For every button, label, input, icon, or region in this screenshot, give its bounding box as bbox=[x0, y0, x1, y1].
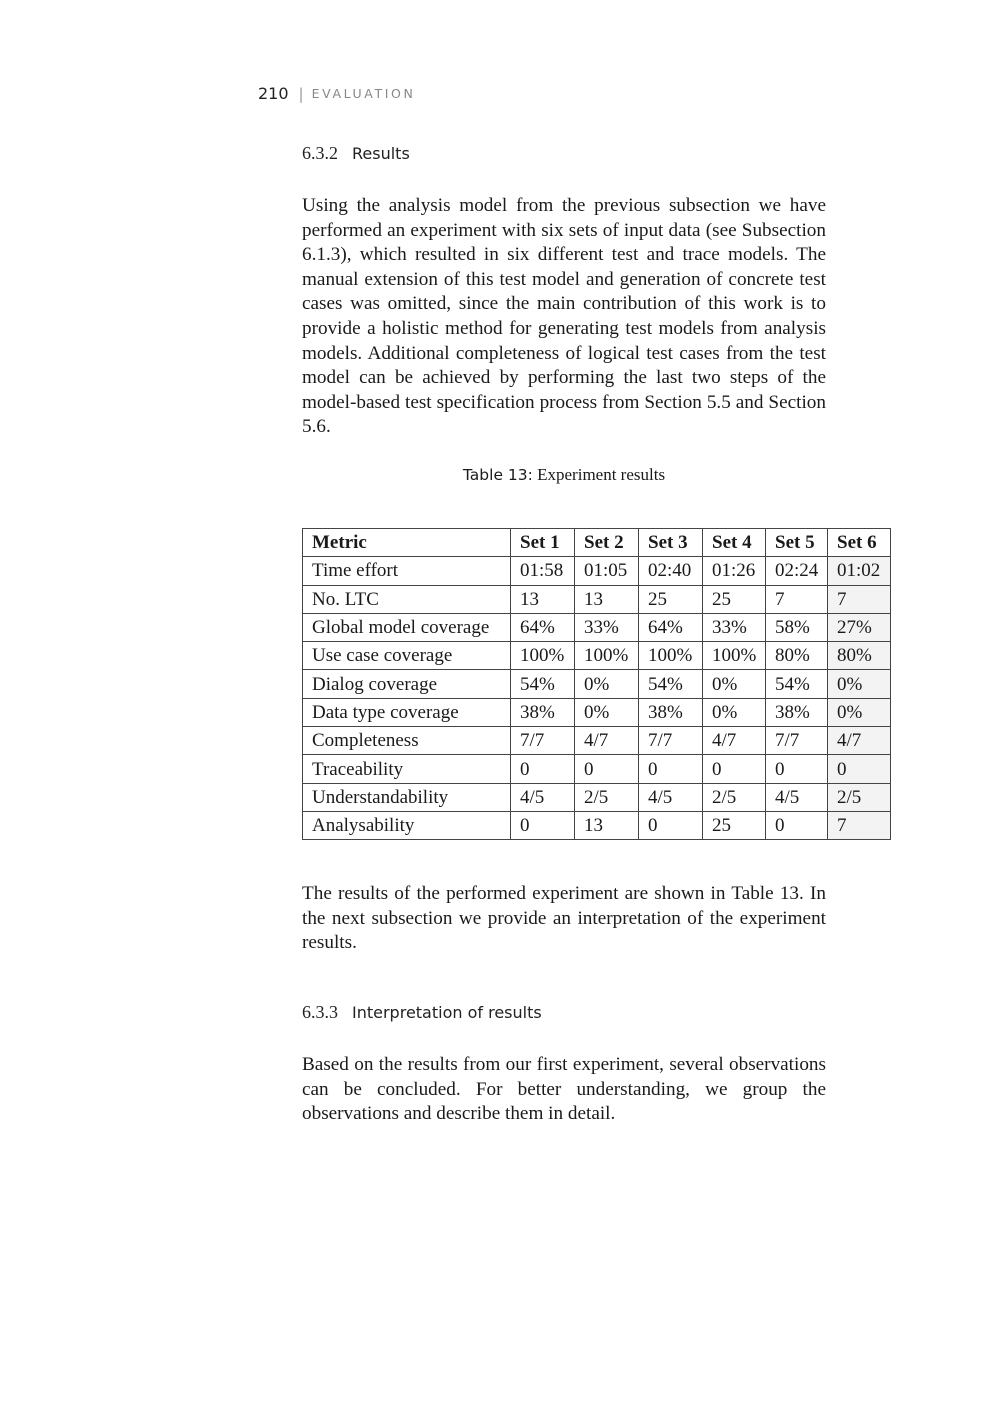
metric-value-cell: 58% bbox=[766, 613, 828, 641]
column-header: Metric bbox=[303, 529, 511, 557]
paragraph-interpretation: Based on the results from our first experiment, several observations can be concluded. For better understanding, we group the observations and describe them in detail. bbox=[302, 1054, 826, 1125]
metric-value-cell: 0% bbox=[828, 670, 891, 698]
metric-value-cell: 4/5 bbox=[639, 783, 703, 811]
metric-value-cell: 7 bbox=[828, 585, 891, 613]
table-row bbox=[303, 670, 891, 698]
metric-value-cell: 64% bbox=[639, 613, 703, 641]
page-number: 210 bbox=[258, 84, 289, 103]
table-caption-label: Table 13: bbox=[462, 466, 533, 484]
metric-value-cell: 0% bbox=[828, 698, 891, 726]
metric-value-cell: 0% bbox=[575, 698, 639, 726]
metric-value-cell: 38% bbox=[511, 698, 575, 726]
table-row bbox=[303, 727, 891, 755]
running-head bbox=[258, 84, 415, 103]
metric-value-cell: 100% bbox=[639, 642, 703, 670]
metric-value-cell: 100% bbox=[511, 642, 575, 670]
section-title: Results bbox=[352, 144, 410, 163]
table-caption bbox=[302, 465, 826, 485]
section-number: 6.3.2 bbox=[302, 143, 338, 163]
metric-value-cell: 01:58 bbox=[511, 557, 575, 585]
metric-value-cell: 54% bbox=[766, 670, 828, 698]
metric-value-cell: 13 bbox=[575, 585, 639, 613]
metric-value-cell: 0 bbox=[766, 811, 828, 839]
table-row bbox=[303, 585, 891, 613]
metric-value-cell: 0 bbox=[828, 755, 891, 783]
metric-value-cell: 0 bbox=[703, 755, 766, 783]
table-row bbox=[303, 811, 891, 839]
metric-name-cell: Completeness bbox=[303, 727, 511, 755]
metric-value-cell: 38% bbox=[639, 698, 703, 726]
table-row bbox=[303, 642, 891, 670]
table-row bbox=[303, 698, 891, 726]
section-number: 6.3.3 bbox=[302, 1002, 338, 1022]
paragraph-results-reference: The results of the performed experiment are shown in Table 13. In the next subsection we provide an interpretation of the experiment results. bbox=[302, 883, 826, 954]
metric-value-cell: 13 bbox=[511, 585, 575, 613]
metric-value-cell: 7 bbox=[766, 585, 828, 613]
metric-value-cell: 33% bbox=[575, 613, 639, 641]
metric-value-cell: 0 bbox=[639, 811, 703, 839]
metric-value-cell: 02:40 bbox=[639, 557, 703, 585]
experiment-results-table bbox=[302, 528, 891, 840]
metric-value-cell: 54% bbox=[511, 670, 575, 698]
metric-value-cell: 01:02 bbox=[828, 557, 891, 585]
metric-value-cell: 25 bbox=[703, 585, 766, 613]
section-heading-interpretation bbox=[302, 1002, 542, 1023]
table-body bbox=[303, 557, 891, 840]
column-header: Set 3 bbox=[639, 529, 703, 557]
metric-value-cell: 27% bbox=[828, 613, 891, 641]
metric-value-cell: 0 bbox=[575, 755, 639, 783]
metric-value-cell: 13 bbox=[575, 811, 639, 839]
table-row bbox=[303, 755, 891, 783]
metric-value-cell: 80% bbox=[766, 642, 828, 670]
metric-value-cell: 0% bbox=[703, 670, 766, 698]
column-header: Set 5 bbox=[766, 529, 828, 557]
metric-value-cell: 0 bbox=[766, 755, 828, 783]
metric-name-cell: Dialog coverage bbox=[303, 670, 511, 698]
metric-value-cell: 2/5 bbox=[703, 783, 766, 811]
metric-value-cell: 7/7 bbox=[766, 727, 828, 755]
metric-value-cell: 33% bbox=[703, 613, 766, 641]
metric-value-cell: 25 bbox=[639, 585, 703, 613]
metric-value-cell: 4/7 bbox=[828, 727, 891, 755]
metric-value-cell: 7 bbox=[828, 811, 891, 839]
metric-name-cell: Global model coverage bbox=[303, 613, 511, 641]
metric-value-cell: 01:26 bbox=[703, 557, 766, 585]
section-title: Interpretation of results bbox=[352, 1003, 542, 1022]
metric-value-cell: 7/7 bbox=[639, 727, 703, 755]
metric-value-cell: 02:24 bbox=[766, 557, 828, 585]
metric-value-cell: 7/7 bbox=[511, 727, 575, 755]
metric-value-cell: 25 bbox=[703, 811, 766, 839]
column-header: Set 1 bbox=[511, 529, 575, 557]
table-row bbox=[303, 783, 891, 811]
table-header-row bbox=[303, 529, 891, 557]
metric-value-cell: 54% bbox=[639, 670, 703, 698]
metric-name-cell: Data type coverage bbox=[303, 698, 511, 726]
metric-value-cell: 0 bbox=[511, 755, 575, 783]
table-row bbox=[303, 613, 891, 641]
metric-value-cell: 2/5 bbox=[575, 783, 639, 811]
table-row bbox=[303, 557, 891, 585]
section-heading-results bbox=[302, 143, 410, 164]
metric-value-cell: 100% bbox=[575, 642, 639, 670]
metric-value-cell: 0 bbox=[639, 755, 703, 783]
column-header: Set 4 bbox=[703, 529, 766, 557]
metric-name-cell: Use case coverage bbox=[303, 642, 511, 670]
metric-value-cell: 80% bbox=[828, 642, 891, 670]
metric-name-cell: No. LTC bbox=[303, 585, 511, 613]
running-head-separator: | bbox=[298, 84, 304, 103]
column-header: Set 6 bbox=[828, 529, 891, 557]
chapter-title: EVALUATION bbox=[311, 86, 416, 101]
table-caption-text: Experiment results bbox=[537, 465, 666, 484]
metric-value-cell: 2/5 bbox=[828, 783, 891, 811]
metric-value-cell: 4/7 bbox=[575, 727, 639, 755]
paragraph-intro: Using the analysis model from the previous subsection we have performed an experiment with six sets of input data (see Subsection 6.1.3), which resulted in six different test and trace models. The manual extension of this test model and generation of concrete test cases was omitted, since the main contribution of this work is to provide a holistic method for generating test models from analysis models. Additional completeness of logical test cases from the test model can be achieved by performing the last two steps of the model-based test specification process from Section 5.5 and Section 5.6. bbox=[302, 195, 826, 438]
metric-value-cell: 64% bbox=[511, 613, 575, 641]
metric-value-cell: 4/7 bbox=[703, 727, 766, 755]
metric-value-cell: 100% bbox=[703, 642, 766, 670]
metric-name-cell: Analysability bbox=[303, 811, 511, 839]
metric-value-cell: 0 bbox=[511, 811, 575, 839]
metric-name-cell: Understandability bbox=[303, 783, 511, 811]
metric-value-cell: 0% bbox=[575, 670, 639, 698]
metric-name-cell: Traceability bbox=[303, 755, 511, 783]
metric-value-cell: 01:05 bbox=[575, 557, 639, 585]
metric-value-cell: 4/5 bbox=[511, 783, 575, 811]
column-header: Set 2 bbox=[575, 529, 639, 557]
metric-value-cell: 38% bbox=[766, 698, 828, 726]
metric-value-cell: 0% bbox=[703, 698, 766, 726]
metric-name-cell: Time effort bbox=[303, 557, 511, 585]
metric-value-cell: 4/5 bbox=[766, 783, 828, 811]
